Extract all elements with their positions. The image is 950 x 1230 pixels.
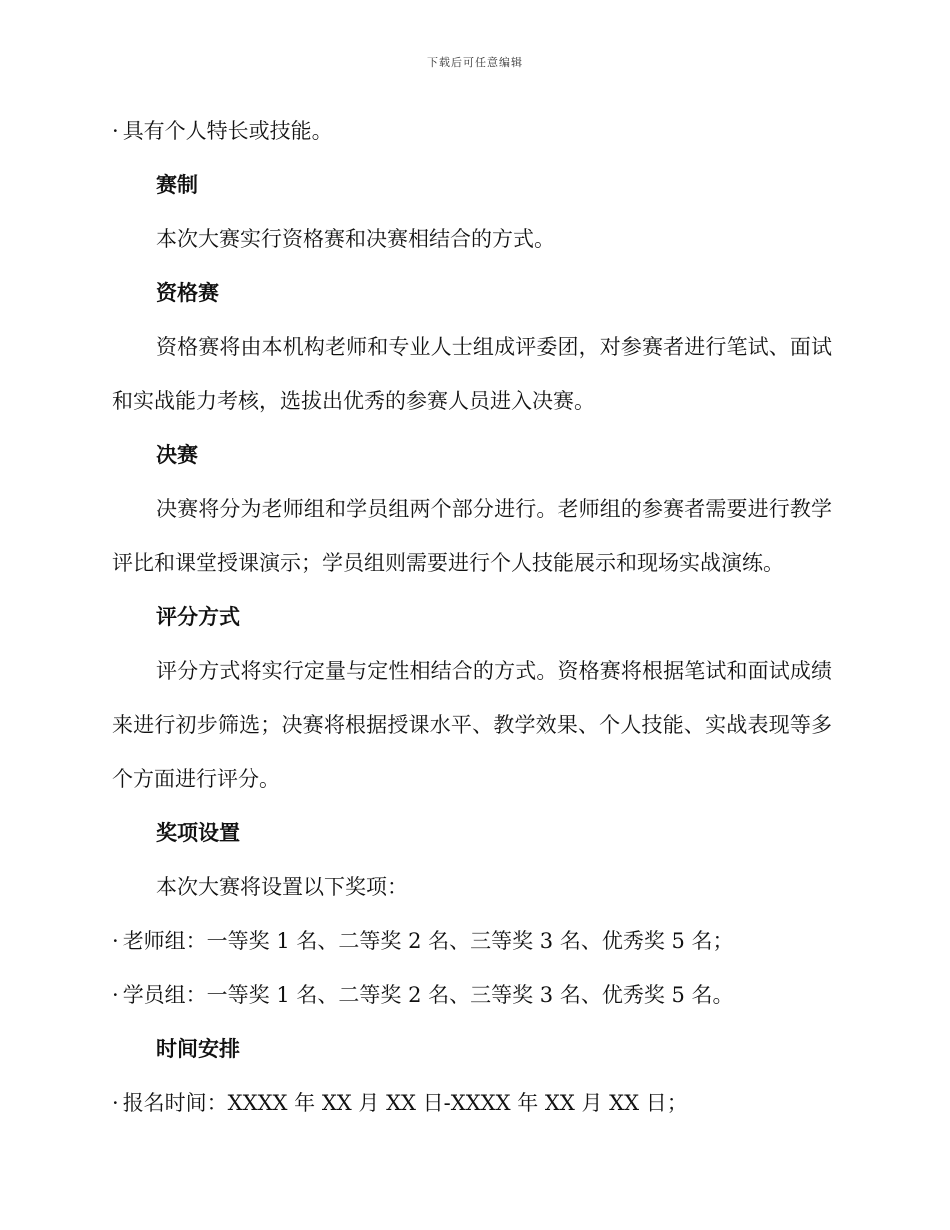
bullet-item xyxy=(112,104,832,158)
section-heading-final: 决赛 xyxy=(156,443,198,467)
bullet-text: 报名时间：XXXX 年 XX 月 XX 日-XXXX 年 XX 月 XX 日； xyxy=(122,1091,688,1115)
bullet-text: 学员组：一等奖 1 名、二等奖 2 名、三等奖 3 名、优秀奖 5 名。 xyxy=(122,983,734,1007)
bullet-item xyxy=(112,914,832,968)
bullet-dot-icon: · xyxy=(112,929,119,953)
bullet-item xyxy=(112,968,832,1022)
paragraph-scoring: 评分方式将实行定量与定性相结合的方式。资格赛将根据笔试和面试成绩来进行初步筛选；决赛将根据授课水平、教学效果、个人技能、实战表现等多个方面进行评分。 xyxy=(112,659,832,791)
page-header: 下载后可任意编辑 xyxy=(427,56,523,69)
bullet-text: 老师组：一等奖 1 名、二等奖 2 名、三等奖 3 名、优秀奖 5 名； xyxy=(122,929,734,953)
section-heading-schedule: 时间安排 xyxy=(156,1037,240,1061)
paragraph-format: 本次大赛实行资格赛和决赛相结合的方式。 xyxy=(156,227,555,251)
bullet-item xyxy=(112,1076,832,1130)
bullet-dot-icon: · xyxy=(112,983,119,1007)
paragraph-qualifier: 资格赛将由本机构老师和专业人士组成评委团，对参赛者进行笔试、面试和实战能力考核，选拔出优秀的参赛人员进入决赛。 xyxy=(112,335,832,413)
section-heading-scoring: 评分方式 xyxy=(156,605,240,629)
section-heading-qualifier: 资格赛 xyxy=(156,281,219,305)
paragraph-awards: 本次大赛将设置以下奖项： xyxy=(156,875,408,899)
bullet-dot-icon: · xyxy=(112,1091,119,1115)
bullet-text: 具有个人特长或技能。 xyxy=(122,119,333,143)
section-heading-format: 赛制 xyxy=(156,173,198,197)
paragraph-final: 决赛将分为老师组和学员组两个部分进行。老师组的参赛者需要进行教学评比和课堂授课演示；学员组则需要进行个人技能展示和现场实战演练。 xyxy=(112,497,832,575)
document-body xyxy=(112,104,832,1130)
section-heading-awards: 奖项设置 xyxy=(156,821,240,845)
bullet-dot-icon: · xyxy=(112,119,119,143)
